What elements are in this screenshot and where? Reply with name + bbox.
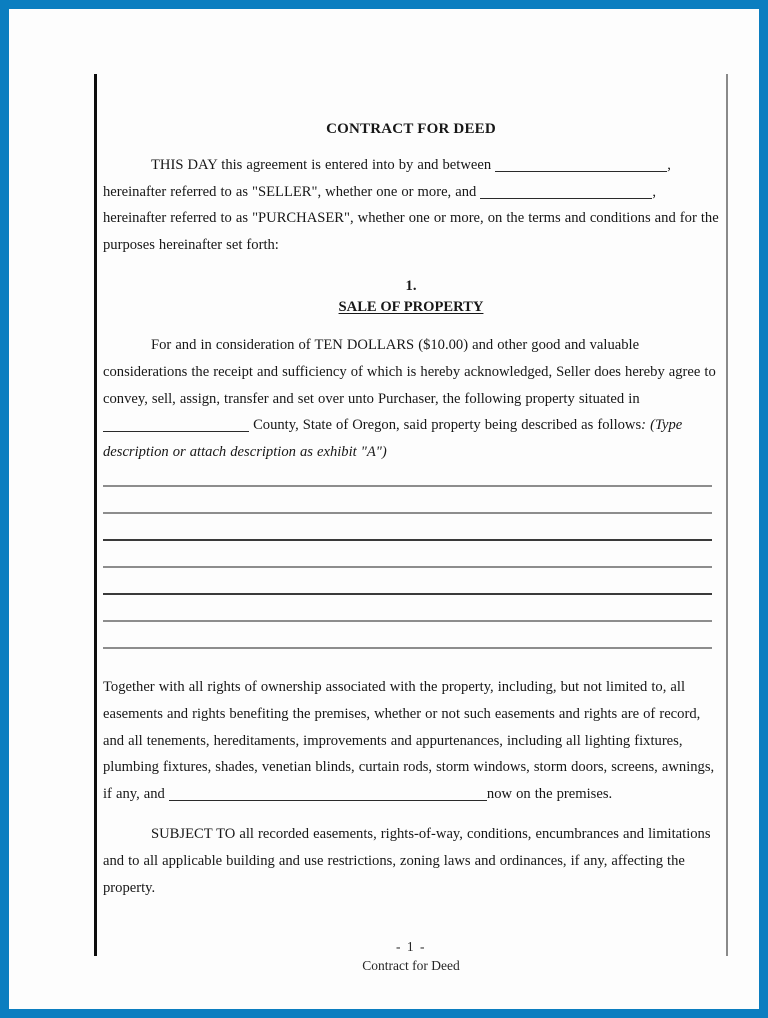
together-with-text: Together with all rights of ownership associated with the property, including, but not limited to, all easements and rights benefiting the premises, whether or not such easements and rights are of record, and all tenements, hereditaments, improvements and appurtenances, including all lighting fixtures, plumbing fixtures, shades, venetian blinds, curtain rods, storm windows, storm doors, screens, awnings, if any, and <box>103 679 715 802</box>
blank-write-line[interactable] <box>103 593 712 595</box>
property-description-lines <box>103 485 712 649</box>
section-one-heading <box>103 296 719 318</box>
footer-page-number: - 1 - <box>396 939 426 954</box>
consideration-trailing-text: County, State of Oregon, said property being described as follows <box>253 417 642 434</box>
consideration-paragraph <box>103 332 719 465</box>
blank-write-line[interactable] <box>103 512 712 514</box>
page-footer <box>103 937 719 975</box>
description-instruction: (Type description or attach description as exhibit "A") <box>103 417 683 460</box>
consideration-lead-text: For and in consideration of TEN DOLLARS ($10.00) and other good and valuable considerations the receipt and sufficiency of which is hereby acknowledged, Seller does hereby agree to convey, sell, assign, transfer and set over unto Purchaser, the following property situated in <box>103 337 716 407</box>
right-margin-rule <box>726 74 728 956</box>
purchaser-name-blank[interactable] <box>480 198 652 199</box>
intro-paragraph <box>103 152 719 258</box>
premises-items-blank[interactable] <box>169 800 487 801</box>
blank-write-line[interactable] <box>103 620 712 622</box>
document-body <box>103 109 719 901</box>
intro-lead-text: THIS DAY this agreement is entered into by and between <box>151 157 492 173</box>
subject-to-paragraph: SUBJECT TO all recorded easements, rights-of-way, conditions, encumbrances and limitations and to all applicable building and use restrictions, zoning laws and ordinances, if any, affecting the property. <box>103 826 711 896</box>
seller-name-blank[interactable] <box>495 171 667 172</box>
consideration-colon: : <box>641 417 647 434</box>
blank-write-line[interactable] <box>103 485 712 487</box>
blank-write-line[interactable] <box>103 647 712 649</box>
seller-clause-text: hereinafter referred to as "SELLER", whether one or more, and <box>103 183 477 200</box>
footer-document-name: Contract for Deed <box>362 958 460 973</box>
blank-write-line[interactable] <box>103 566 712 568</box>
together-with-trailing-text: now on the premises. <box>486 785 613 802</box>
blank-write-line[interactable] <box>103 539 712 541</box>
intro-after-first-blank: , <box>667 157 671 173</box>
left-margin-rule <box>94 74 97 956</box>
purchaser-clause-text: referred to as "PURCHASER", whether one or more, on the terms and conditions and for the purposes hereinafter set forth: <box>103 210 719 253</box>
document-page <box>9 9 759 1009</box>
document-title: CONTRACT FOR DEED <box>326 121 496 137</box>
intro-after-second-blank: , hereinafter <box>103 183 657 227</box>
section-one-number: 1. <box>405 278 417 295</box>
section-one-heading-text: SALE OF PROPERTY <box>338 299 484 316</box>
county-blank[interactable] <box>103 431 249 432</box>
together-with-paragraph <box>103 674 719 807</box>
